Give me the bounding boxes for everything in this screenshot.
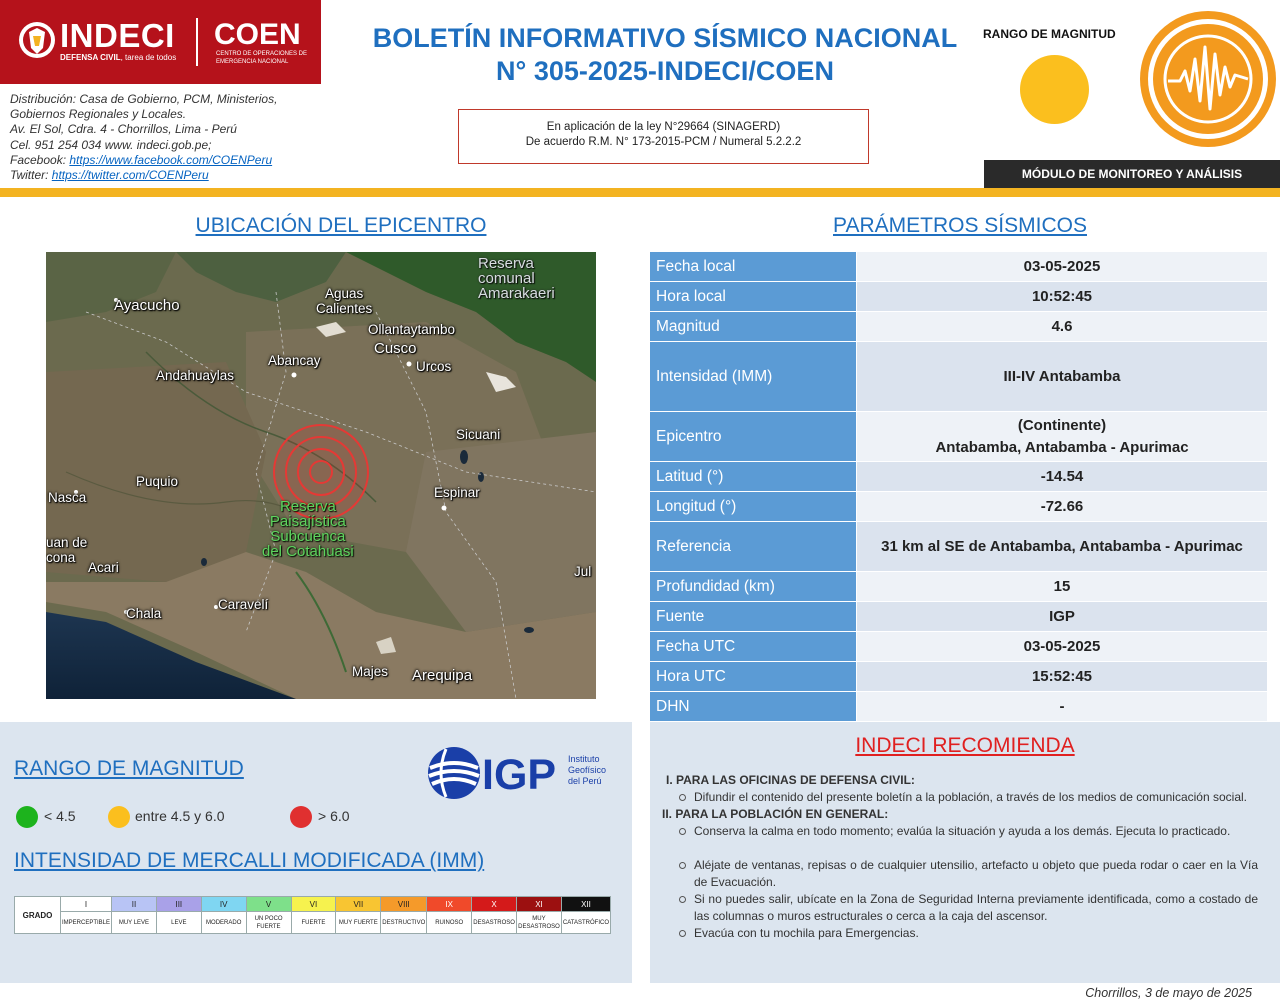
footer-date: Chorrillos, 3 de mayo de 2025 (1085, 986, 1252, 1000)
map-label-chala: Chala (126, 606, 162, 621)
param-row-fecha-local (650, 252, 1267, 282)
range-label-medium: entre 4.5 y 6.0 (135, 808, 225, 824)
param-row-longitud (650, 492, 1267, 522)
map-label-urcos: Urcos (416, 359, 452, 374)
param-value: 03-05-2025 (857, 252, 1267, 281)
map-label-cusco: Cusco (374, 340, 417, 357)
recommendation-item: Difundir el contenido del presente boletín a la población, a través de los medios de comunicación social. (662, 789, 1258, 806)
mercalli-grade-desc: FUERTE (301, 919, 326, 926)
magnitude-indicator-dot (1020, 55, 1089, 124)
range-dot-low (16, 806, 38, 828)
param-row-latitud (650, 462, 1267, 492)
param-key: Longitud (°) (650, 492, 856, 521)
map-label-puquio: Puquio (136, 474, 179, 489)
twitter-line: Twitter: https://twitter.com/COENPeru (10, 168, 209, 183)
param-key: Fecha UTC (650, 632, 856, 661)
map-label-andahuaylas: Andahuaylas (156, 368, 235, 383)
monitoring-module-bar: MÓDULO DE MONITOREO Y ANÁLISIS (984, 160, 1280, 188)
contact-line: Distribución: Casa de Gobierno, PCM, Ministerios, (10, 92, 278, 106)
header-divider (0, 188, 1280, 197)
param-row-dhn (650, 692, 1267, 722)
map-label-caraveli: Caravelí (218, 597, 269, 612)
indeci-emblem-icon (17, 18, 57, 66)
mercalli-grade (292, 897, 337, 933)
map-label-arequipa: Arequipa (412, 667, 473, 684)
mercalli-grade-number: II (112, 897, 156, 912)
param-value: III-IV Antabamba (857, 342, 1267, 411)
param-key: Referencia (650, 522, 856, 571)
igp-globe-icon (424, 744, 484, 802)
param-row-magnitud (650, 312, 1267, 342)
mercalli-grade (336, 897, 381, 933)
param-row-epicentro (650, 412, 1267, 462)
param-value: 31 km al SE de Antabamba, Antabamba - Apurimac (857, 522, 1267, 571)
mercalli-grade-desc: MUY FUERTE (338, 919, 378, 926)
mercalli-grade (472, 897, 517, 933)
mercalli-grade-number: VI (292, 897, 336, 912)
facebook-line: Facebook: https://www.facebook.com/COENPeru (10, 152, 273, 167)
map-label-sicuani: Sicuani (456, 427, 501, 442)
mercalli-grade-desc: MUY DESASTROSO (518, 915, 560, 930)
param-row-hora-local (650, 282, 1267, 312)
contact-line: Gobiernos Regionales y Locales. (10, 107, 187, 122)
map-label-nasca: Nasca (48, 490, 87, 505)
mercalli-grade-label: GRADO (15, 897, 61, 933)
range-label-low: < 4.5 (44, 808, 76, 824)
param-key: Fecha local (650, 252, 856, 281)
param-value: (Continente) Antabamba, Antabamba - Apurimac (857, 412, 1267, 461)
indeci-tagline: DEFENSA CIVIL, tarea de todos (60, 53, 177, 62)
mercalli-grade (112, 897, 157, 933)
contact-line: Av. El Sol, Cdra. 4 - Chorrillos, Lima - Perú (10, 122, 237, 137)
map-label-reserva-amarakaeri: Reserva comunal Amarakaeri (478, 255, 555, 302)
range-dot-medium (108, 806, 130, 828)
contact-info (10, 92, 320, 183)
recommendation-section-heading: II. PARA LA POBLACIÓN EN GENERAL: (662, 807, 889, 821)
twitter-link[interactable]: https://twitter.com/COENPeru (51, 168, 209, 183)
param-value: 10:52:45 (857, 282, 1267, 311)
magnitude-range-title: RANGO DE MAGNITUD (14, 757, 244, 780)
mercalli-grade-desc: IMPERCEPTIBLE (62, 919, 111, 926)
recommendation-item: Aléjate de ventanas, repisas o de cualquier utensilio, artefacto u objeto que pueda rodar o caer en la Vía de Evacuación. (662, 857, 1258, 891)
param-row-fuente (650, 602, 1267, 632)
coen-tagline: CENTRO DE OPERACIONES DE EMERGENCIA NACIONAL (216, 51, 308, 65)
range-dot-high (290, 806, 312, 828)
param-value: -14.54 (857, 462, 1267, 491)
param-key: Hora local (650, 282, 856, 311)
map-label-reserva-cotahuasi: Reserva Paisajística Subcuenca del Cotahuasi (262, 498, 354, 560)
map-terrain (46, 252, 596, 699)
seismic-parameters-table (650, 252, 1267, 722)
mercalli-grade (247, 897, 292, 933)
map-label-juan-de-marcona: uan de cona (46, 535, 88, 565)
igp-wordmark: IGP (482, 751, 557, 799)
range-label-high: > 6.0 (318, 808, 350, 824)
mercalli-grade (381, 897, 427, 933)
logo-divider (196, 18, 198, 66)
indeci-recommendations-panel (650, 722, 1280, 983)
param-row-fecha-utc (650, 632, 1267, 662)
mercalli-grade (562, 897, 610, 933)
param-row-referencia (650, 522, 1267, 572)
map-label-abancay: Abancay (268, 353, 321, 368)
param-value: - (857, 692, 1267, 721)
mercalli-grade-number: X (472, 897, 516, 912)
map-label-ayacucho: Ayacucho (114, 297, 180, 314)
param-key: Latitud (°) (650, 462, 856, 491)
param-value: 15 (857, 572, 1267, 601)
mercalli-grade (202, 897, 247, 933)
magnitude-range-label: RANGO DE MAGNITUD (983, 27, 1116, 41)
indeci-coen-logo (0, 0, 321, 84)
mercalli-grade-desc: MUY LEVE (118, 919, 150, 926)
epicenter-location-title: UBICACIÓN DEL EPICENTRO (195, 214, 487, 237)
mercalli-title: INTENSIDAD DE MERCALLI MODIFICADA (IMM) (14, 849, 485, 872)
magnitude-legend-panel (0, 722, 632, 983)
mercalli-grade-desc: DESASTROSO (473, 919, 515, 926)
mercalli-grade-number: VII (336, 897, 380, 912)
mercalli-grade-desc: LEVE (171, 919, 187, 926)
mercalli-grade-desc: MODERADO (206, 919, 242, 926)
mercalli-grade-number: I (61, 897, 111, 912)
coen-wordmark: COEN (214, 18, 301, 51)
recommendation-section-heading: I. PARA LAS OFICINAS DE DEFENSA CIVIL: (666, 773, 915, 787)
param-key: Intensidad (IMM) (650, 342, 856, 411)
recommendation-item: Evacúa con tu mochila para Emergencias. (662, 925, 1258, 942)
param-row-profundidad (650, 572, 1267, 602)
map-label-espinar: Espinar (434, 485, 480, 500)
mercalli-grade-desc: CATASTRÓFICO (562, 919, 610, 926)
mercalli-scale-table (14, 896, 611, 934)
mercalli-grade (427, 897, 472, 933)
contact-line: Cel. 951 254 034 www. indeci.gob.pe; (10, 137, 212, 152)
param-key: Hora UTC (650, 662, 856, 691)
mercalli-grade-number: IX (427, 897, 471, 912)
bulletin-title: BOLETÍN INFORMATIVO SÍSMICO NACIONAL N° 305-2025-INDECI/COEN (372, 23, 958, 86)
param-key: Profundidad (km) (650, 572, 856, 601)
param-value: 4.6 (857, 312, 1267, 341)
param-key: Fuente (650, 602, 856, 631)
mercalli-grade-desc: DESTRUCTIVO (382, 919, 426, 926)
mercalli-grade-number: IV (202, 897, 246, 912)
param-value: 03-05-2025 (857, 632, 1267, 661)
mercalli-grade-number: VIII (381, 897, 426, 912)
mercalli-grade-number: XII (562, 897, 610, 912)
map-label-juli: Jul (574, 564, 592, 579)
param-value: IGP (857, 602, 1267, 631)
mercalli-grade-number: XI (517, 897, 561, 912)
law-notice: En aplicación de la ley N°29664 (SINAGERD) De acuerdo R.M. N° 173-2015-PCM / Numeral 5.2.2.2 (458, 109, 869, 164)
mercalli-grade (61, 897, 112, 933)
recommendation-item: Conserva la calma en todo momento; evalúa la situación y ayuda a los demás. Ejecuta lo practicado. (662, 823, 1258, 840)
mercalli-grade-number: III (157, 897, 201, 912)
map-label-majes: Majes (352, 664, 389, 679)
indeci-wordmark: INDECI (60, 17, 175, 54)
recommendations-body (662, 772, 1258, 942)
mercalli-grade-desc: RUINOSO (435, 919, 464, 926)
param-key: Epicentro (650, 412, 856, 461)
param-key: DHN (650, 692, 856, 721)
igp-tagline: Instituto Geofísico del Perú (568, 754, 607, 786)
mercalli-grade (157, 897, 202, 933)
param-key: Magnitud (650, 312, 856, 341)
epicenter-map[interactable] (46, 252, 596, 699)
seismograph-icon (1138, 9, 1278, 149)
param-row-hora-utc (650, 662, 1267, 692)
mercalli-grade (517, 897, 562, 933)
param-value: 15:52:45 (857, 662, 1267, 691)
map-label-acari: Acari (88, 560, 119, 575)
map-label-ollantaytambo: Ollantaytambo (368, 322, 456, 337)
seismic-parameters-title: PARÁMETROS SÍSMICOS (833, 214, 1087, 237)
facebook-link[interactable]: https://www.facebook.com/COENPeru (69, 152, 273, 167)
mercalli-grade-number: V (247, 897, 291, 912)
recommendations-title: INDECI RECOMIENDA (855, 734, 1075, 757)
param-row-intensidad (650, 342, 1267, 412)
map-label-aguas-calientes: Aguas Calientes (316, 286, 373, 316)
mercalli-grade-desc: UN POCO FUERTE (254, 915, 283, 930)
recommendation-item: Si no puedes salir, ubícate en la Zona de Seguridad Interna previamente identificada, como a costado de las columnas o muros estructurales o cerca a la caja del ascensor. (662, 891, 1258, 925)
param-value: -72.66 (857, 492, 1267, 521)
